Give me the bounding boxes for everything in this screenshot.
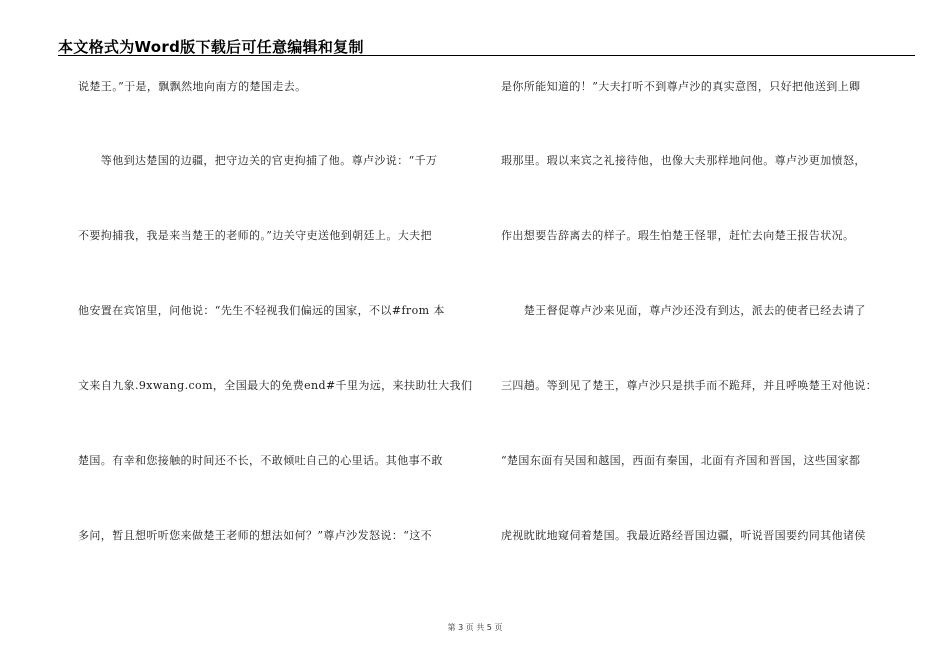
text-line: 是你所能知道的！”大夫打听不到尊卢沙的真实意图，只好把他送到上卿 (501, 80, 861, 93)
text-line: 作出想要告辞离去的样子。瑕生怕楚王怪罪，赶忙去向楚王报告状况。 (501, 229, 855, 242)
text-line: 等他到达楚国的边疆，把守边关的官吏拘捕了他。尊卢沙说：“千万 (78, 154, 438, 167)
text-line: 虎视眈眈地窥伺着楚国。我最近路经晋国边疆，听说晋国要约同其他诸侯 (501, 529, 866, 542)
page-footer: 第 3 页 共 5 页 (447, 623, 503, 632)
text-line: 三四趟。等到见了楚王，尊卢沙只是拱手而不跪拜，并且呼唤楚王对他说： (501, 379, 878, 392)
text-line: “楚国东面有吴国和越国，西面有秦国，北面有齐国和晋国，这些国家都 (501, 454, 861, 467)
text-line: 他安置在宾馆里，问他说：“先生不轻视我们偏远的国家，不以#from 本 (78, 304, 445, 317)
text-line: 多问，暂且想听听您来做楚王老师的想法如何？”尊卢沙发怒说：“这不 (78, 529, 433, 542)
text-line: 文来自九象.9xwang.com，全国最大的免费end#千里为远，来扶助壮大我们 (78, 379, 473, 392)
text-line: 说楚王。”于是，飘飘然地向南方的楚国走去。 (78, 80, 307, 93)
header-title: 本文格式为Word版下载后可任意编辑和复制 (58, 38, 364, 56)
text-line: 楚王督促尊卢沙来见面，尊卢沙还没有到达，派去的使者已经去请了 (501, 304, 866, 317)
header-rule (58, 55, 915, 56)
text-line: 不要拘捕我，我是来当楚王的老师的。”边关守吏送他到朝廷上。大夫把 (78, 229, 432, 242)
text-line: 瑕那里。瑕以来宾之礼接待他，也像大夫那样地问他。尊卢沙更加愤怒， (501, 154, 866, 167)
text-line: 楚国。有幸和您接触的时间还不长，不敢倾吐自己的心里话。其他事不敢 (78, 454, 443, 467)
